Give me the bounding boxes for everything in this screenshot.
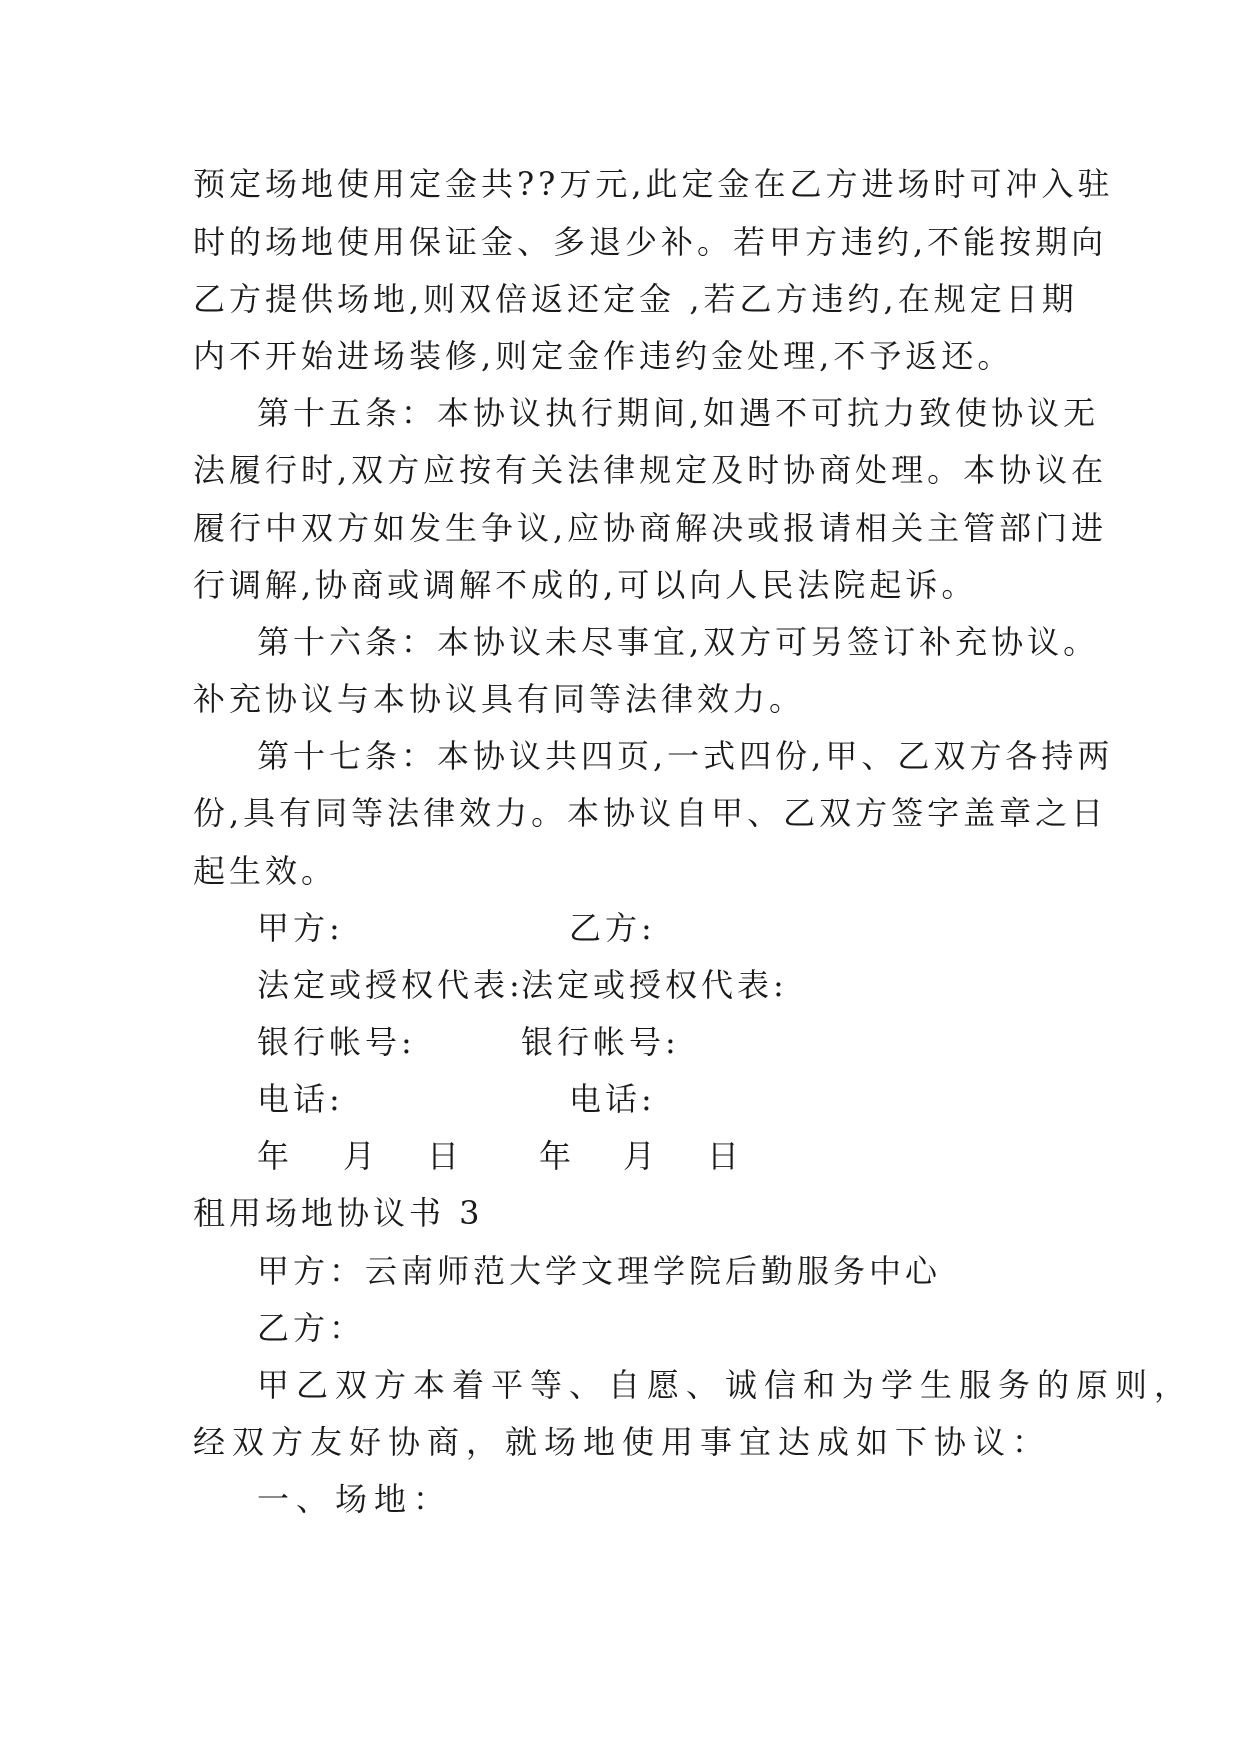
agreement-3-intro-line: 经双方友好协商，就场地使用事宜达成如下协议： xyxy=(193,1423,1052,1461)
bank-a-label: 银行帐号: xyxy=(257,1023,416,1061)
date-a-year: 年 xyxy=(257,1137,294,1175)
agreement-3-title: 租用场地协议书 3 xyxy=(193,1194,484,1232)
signature-row-phone xyxy=(257,1071,1137,1127)
article-15-first-line: 第十五条：本协议执行期间,如遇不可抗力致使协议无 xyxy=(257,394,1100,432)
date-a-month: 月 xyxy=(343,1137,380,1175)
party-b-label: 乙方: xyxy=(569,909,656,947)
article-16-first-line: 第十六条：本协议未尽事宜,双方可另签订补充协议。 xyxy=(257,623,1100,661)
phone-a-label: 电话: xyxy=(257,1080,344,1118)
signature-row-party xyxy=(257,900,1137,956)
text-line: 预定场地使用定金共??万元,此定金在乙方进场时可冲入驻 xyxy=(193,165,1114,203)
text-line: 乙方提供场地,则双倍返还定金 ,若乙方违约,在规定日期 xyxy=(193,280,1078,318)
article-17-first-line: 第十七条：本协议共四页,一式四份,甲、乙双方各持两 xyxy=(257,737,1114,775)
agreement-3-section-1: 一、场地： xyxy=(257,1480,453,1518)
date-b-year: 年 xyxy=(539,1137,576,1175)
bank-b-label: 银行帐号: xyxy=(521,1023,680,1061)
date-b-month: 月 xyxy=(623,1137,660,1175)
text-line: 时的场地使用保证金、多退少补。若甲方违约,不能按期向 xyxy=(193,223,1108,261)
signature-row-representative xyxy=(257,957,1137,1013)
signature-row-bank xyxy=(257,1014,1137,1070)
party-a-label: 甲方: xyxy=(257,909,344,947)
date-a-day: 日 xyxy=(427,1137,464,1175)
text-line: 起生效。 xyxy=(193,852,338,890)
text-line: 内不开始进场装修,则定金作违约金处理,不予返还。 xyxy=(193,337,1014,375)
signature-row-date xyxy=(257,1128,1137,1184)
text-line: 行调解,协商或调解不成的,可以向人民法院起诉。 xyxy=(193,566,978,604)
agreement-3-intro-line: 甲乙双方本着平等、自愿、诚信和为学生服务的原则， xyxy=(257,1366,1194,1404)
text-line: 补充协议与本协议具有同等法律效力。 xyxy=(193,680,806,718)
rep-b-label: 法定或授权代表: xyxy=(521,966,788,1004)
phone-b-label: 电话: xyxy=(569,1080,656,1118)
date-b-day: 日 xyxy=(707,1137,744,1175)
text-line: 法履行时,双方应按有关法律规定及时协商处理。本协议在 xyxy=(193,451,1108,489)
rep-a-label: 法定或授权代表: xyxy=(257,966,524,1004)
text-line: 份,具有同等法律效力。本协议自甲、乙双方签字盖章之日 xyxy=(193,794,1108,832)
agreement-3-party-a: 甲方：云南师范大学文理学院后勤服务中心 xyxy=(257,1252,942,1290)
text-line: 履行中双方如发生争议,应协商解决或报请相关主管部门进 xyxy=(193,509,1108,547)
agreement-3-party-b: 乙方： xyxy=(257,1309,366,1347)
